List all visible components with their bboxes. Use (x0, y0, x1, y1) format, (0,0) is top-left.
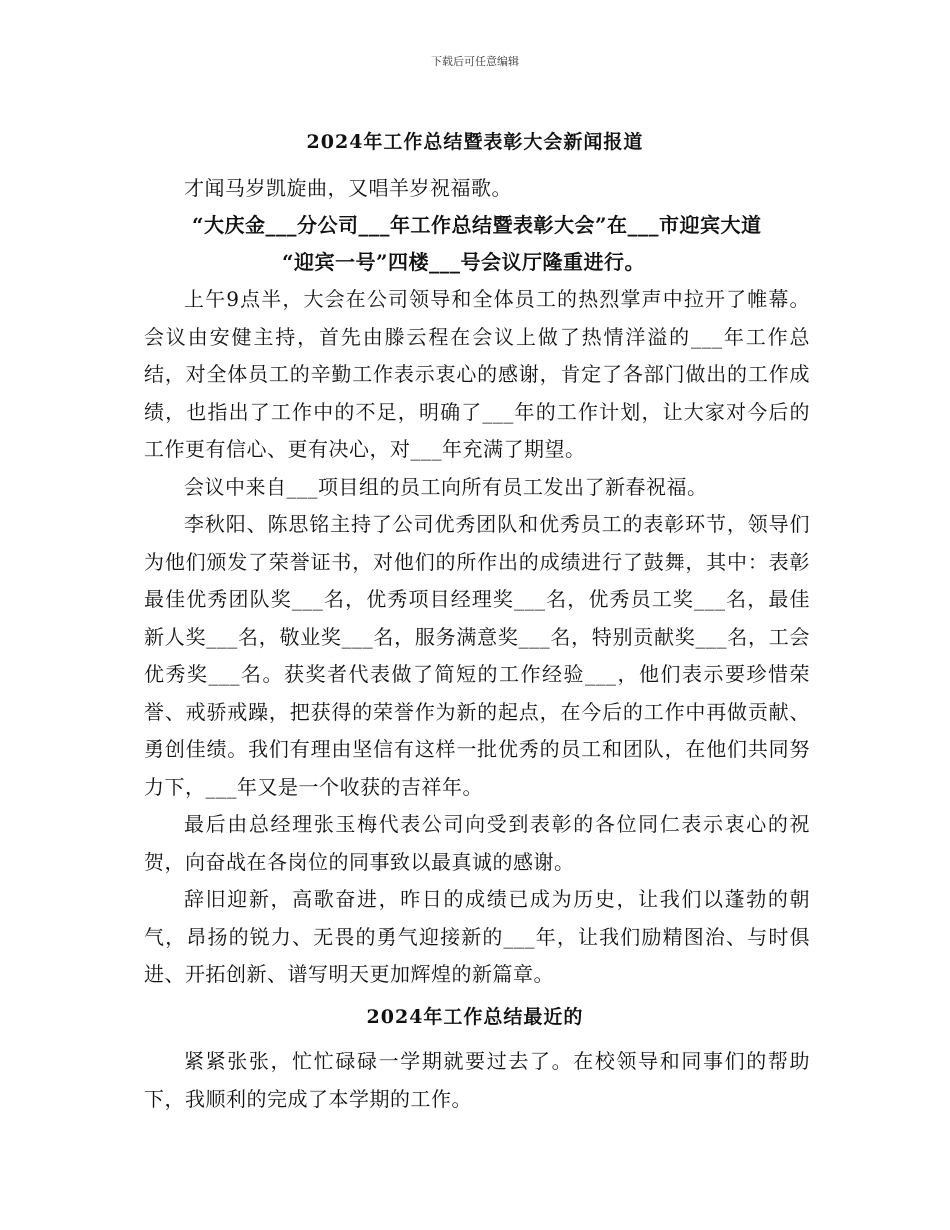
page-header-note: 下载后可任意编辑 (431, 55, 519, 68)
section-title: 2024年工作总结最近的 (366, 1006, 584, 1028)
headline-block-2 (282, 244, 782, 281)
article-title: 2024年工作总结暨表彰大会新闻报道 (306, 131, 644, 153)
paragraph: 紧紧张张，忙忙碌碌一学期就要过去了。在校领导和同事们的帮助下，我顺利的完成了本学期的工作。 (144, 1049, 810, 1111)
section-body (144, 1043, 810, 1118)
paragraph: 上午9点半，大会在公司领导和全体员工的热烈掌声中拉开了帷幕。会议由安健主持，首先由滕云程在会议上做了热情洋溢的___年工作总结，对全体员工的辛勤工作表示衷心的感谢，肯定了各部门做出的工作成绩，也指出了工作中的不足，明确了___年的工作计划，让大家对今后的工作更有信心、更有决心，对___年充满了期望。 (144, 287, 810, 461)
article-body (144, 170, 810, 208)
paragraph: 会议中来自___项目组的员工向所有员工发出了新春祝福。 (184, 474, 708, 499)
headline-line-1: “大庆金___分公司___年工作总结暨表彰大会”在___市迎宾大道 (192, 213, 762, 237)
headline-block (190, 207, 820, 244)
paragraph: 最后由总经理张玉梅代表公司向受到表彰的各位同仁表示衷心的祝贺，向奋战在各岗位的同事致以最真诚的感谢。 (144, 812, 810, 874)
paragraph: 辞旧迎新，高歌奋进，昨日的成绩已成为历史，让我们以蓬勃的朝气，昂扬的锐力、无畏的勇气迎接新的___年，让我们励精图治、与时俱进、开拓创新、谱写明天更加辉煌的新篇章。 (144, 887, 810, 986)
headline-line-2: “迎宾一号”四楼___号会议厅隆重进行。 (282, 250, 646, 274)
paragraph: 李秋阳、陈思铭主持了公司优秀团队和优秀员工的表彰环节，领导们为他们颁发了荣誉证书，对他们的所作出的成绩进行了鼓舞，其中：表彰最佳优秀团队奖___名，优秀项目经理奖___名，优秀员工奖___名，最佳新人奖___名，敬业奖___名，服务满意奖___名，特别贡献奖___名，工会优秀奖___名。获奖者代表做了简短的工作经验___，他们表示要珍惜荣誉、戒骄戒躁，把获得的荣誉作为新的起点，在今后的工作中再做贡献、勇创佳绩。我们有理由坚信有这样一批优秀的员工和团队，在他们共同努力下，___年又是一个收获的吉祥年。 (144, 512, 810, 799)
article-paragraphs (144, 281, 810, 994)
opening-line: 才闻马岁凯旋曲，又唱羊岁祝福歌。 (184, 176, 512, 200)
